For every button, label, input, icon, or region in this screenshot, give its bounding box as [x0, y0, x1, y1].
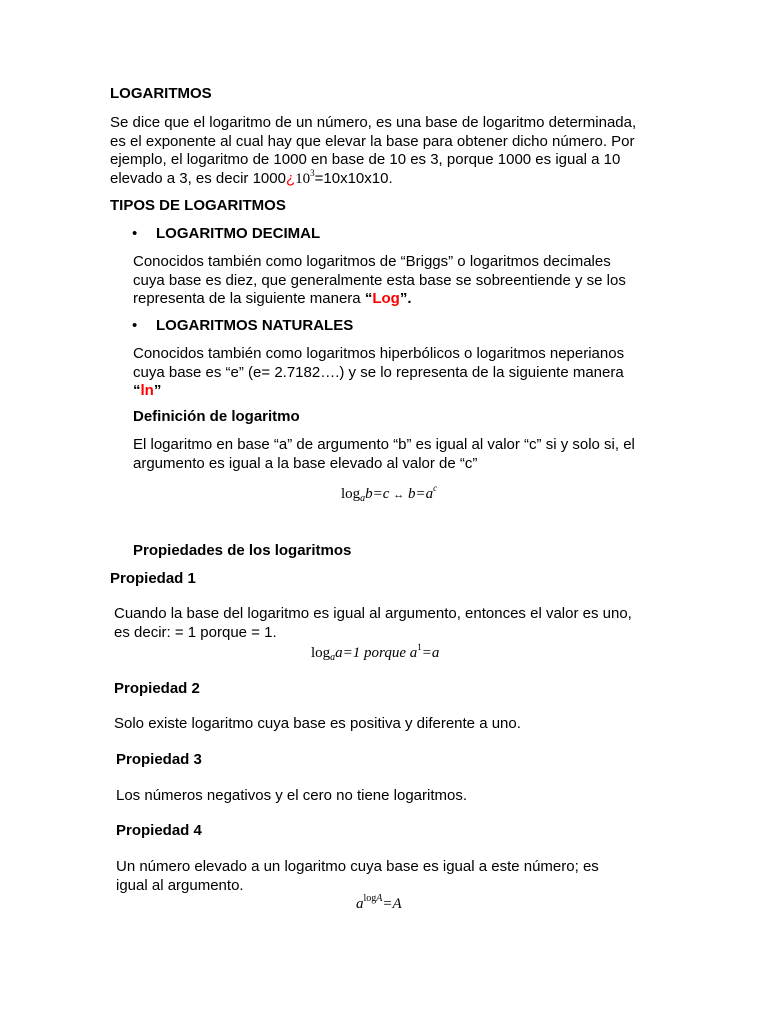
decimal-line-3-text: representa de la siguiente manera [133, 290, 365, 307]
formula-exponent: 1 [417, 642, 422, 652]
formula-rhs: b=a [407, 486, 434, 502]
log-operator: log [341, 486, 361, 502]
quote-close: ”. [399, 290, 412, 307]
formula-lhs: b=c [365, 486, 390, 502]
types-heading: TIPOS DE LOGARITMOS [110, 197, 286, 214]
intro-line-4-text: elevado a 3, es decir 1000 [110, 169, 286, 187]
property-1-paragraph [114, 605, 632, 642]
decimal-heading: LOGARITMO DECIMAL [156, 225, 321, 242]
definition-paragraph [133, 436, 635, 473]
property-1-line-1: Cuando la base del logaritmo es igual al argumento, entonces el valor es uno, [114, 605, 632, 622]
property-4-paragraph [116, 858, 599, 895]
definition-heading: Definición de logaritmo [133, 408, 300, 425]
quote-open: “ [364, 290, 373, 307]
properties-heading: Propiedades de los logaritmos [133, 542, 352, 559]
property-4-formula [356, 893, 402, 913]
decimal-line-3 [133, 290, 626, 309]
property-4-heading: Propiedad 4 [116, 822, 202, 839]
log-operator: log [311, 645, 331, 661]
decimal-paragraph [133, 253, 626, 309]
definition-formula [341, 483, 438, 504]
property-2-heading: Propiedad 2 [114, 680, 200, 697]
property-2-text: Solo existe logaritmo cuya base es positiva y diferente a uno. [114, 715, 521, 732]
decimal-line-1: Conocidos también como logaritmos de “Briggs” o logaritmos decimales [133, 253, 611, 270]
definition-line-1: El logaritmo en base “a” de argumento “b” es igual al valor “c” si y solo si, el [133, 436, 635, 453]
definition-line-2: argumento es igual a la base elevado al valor de “c” [133, 454, 478, 472]
natural-heading: LOGARITMOS NATURALES [156, 317, 354, 334]
natural-line-1: Conocidos también como logaritmos hiperbólicos o logaritmos neperianos [133, 345, 625, 362]
formula-base: a [356, 896, 364, 912]
quote-open: “ [133, 382, 141, 399]
property-4-line-1: Un número elevado a un logaritmo cuya base es igual a este número; es [116, 858, 599, 875]
missing-glyph-mark: ¿ [285, 169, 296, 187]
log-base: a [360, 493, 366, 504]
power-base: 10 [295, 170, 311, 187]
formula-lhs: a=1 [335, 645, 361, 661]
property-4-line-2: igual al argumento. [116, 876, 244, 894]
intro-line-3: ejemplo, el logaritmo de 1000 en base de 10 es 3, porque 1000 es igual a 10 [110, 151, 621, 168]
bullet-icon: • [132, 225, 138, 242]
property-3-heading: Propiedad 3 [116, 751, 202, 768]
intro-line-4-tail: =10x10x10. [314, 169, 393, 187]
quote-close: ” [153, 382, 162, 399]
intro-line-1: Se dice que el logaritmo de un número, es una base de logaritmo determinada, [110, 114, 637, 131]
iff-arrow: ↔ [393, 489, 405, 501]
natural-line-3 [133, 382, 624, 401]
intro-line-4 [110, 167, 636, 190]
formula-exponent: c [433, 483, 438, 493]
intro-paragraph [110, 114, 636, 189]
natural-line-2: cuya base es “e” (e= 2.7182….) y se lo representa de la siguiente manera [133, 363, 624, 381]
log-base: a [330, 652, 336, 663]
formula-word: porque [364, 645, 406, 661]
natural-paragraph [133, 345, 624, 401]
property-1-formula [311, 642, 440, 663]
log-notation: Log [372, 290, 400, 307]
property-1-line-2: es decir: = 1 porque = 1. [114, 623, 277, 641]
formula-rhs: =A [382, 896, 402, 912]
formula-exponent-log: log [363, 893, 377, 904]
power-exponent: 3 [310, 167, 315, 178]
property-1-heading: Propiedad 1 [110, 570, 196, 587]
decimal-line-2: cuya base es diez, que generalmente esta base se sobreentiende y se los [133, 271, 626, 289]
ln-notation: ln [140, 382, 154, 399]
formula-exponent-var: A [376, 893, 383, 904]
page-title: LOGARITMOS [110, 85, 212, 102]
intro-line-2: es el exponente al cual hay que elevar la base para obtener dicho número. Por [110, 132, 635, 150]
formula-rhs: =a [421, 645, 440, 661]
property-3-text: Los números negativos y el cero no tiene logaritmos. [116, 787, 468, 804]
bullet-icon: • [132, 317, 138, 334]
formula-base: a [409, 645, 418, 661]
